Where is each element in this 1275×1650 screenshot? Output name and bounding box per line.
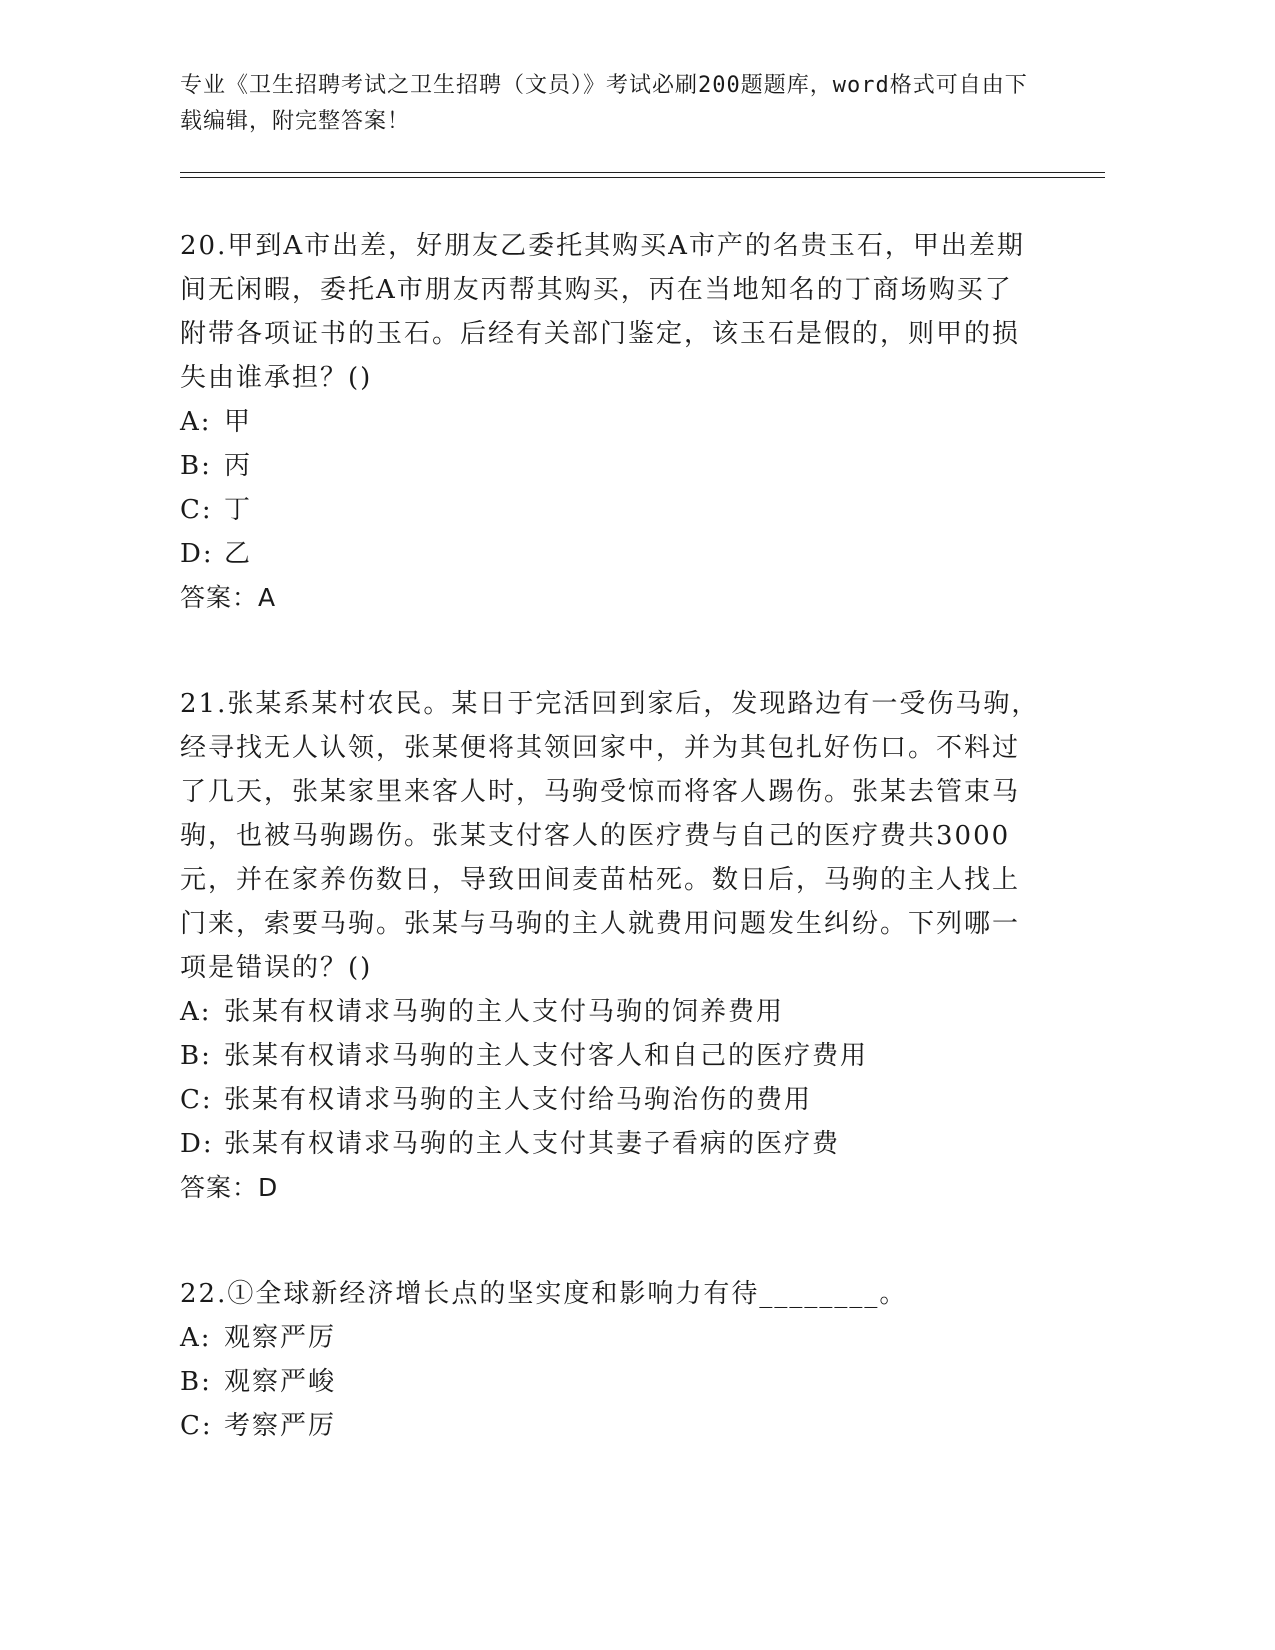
option-text: 乙: [224, 539, 253, 569]
option-a: [180, 400, 1040, 444]
spacer: [180, 620, 1040, 682]
question-text: 21.张某系某村农民。某日于完活回到家后，发现路边有一受伤马驹，经寻找无人认领，张某便将其领回家中，并为其包扎好伤口。不料过了几天，张某家里来客人时，马驹受惊而将客人踢伤。张某去管束马驹，也被马驹踢伤。张某支付客人的医疗费与自己的医疗费共3000元，并在家养伤数日，导致田间麦苗枯死。数日后，马驹的主人找上门来，索要马驹。张某与马驹的主人就费用问题发生纠纷。下列哪一项是错误的？(): [180, 689, 1040, 983]
option-b: [180, 1360, 1040, 1404]
answer-line: 答案：D: [180, 1173, 279, 1202]
option-c: [180, 1078, 1040, 1122]
option-c: [180, 488, 1040, 532]
option-text: 张某有权请求马驹的主人支付给马驹治伤的费用: [224, 1085, 813, 1115]
option-key: C:: [180, 495, 213, 525]
option-text: 张某有权请求马驹的主人支付其妻子看病的医疗费: [224, 1129, 841, 1159]
option-key: B:: [180, 451, 212, 481]
option-b: [180, 444, 1040, 488]
option-text: 观察严厉: [224, 1323, 337, 1353]
option-d: [180, 1122, 1040, 1166]
option-key: D:: [180, 1129, 214, 1159]
header-divider-top: [180, 172, 1105, 173]
question-text: 22.①全球新经济增长点的坚实度和影响力有待________。: [180, 1279, 908, 1309]
question-22: [180, 1272, 1040, 1448]
option-text: 甲: [224, 407, 253, 437]
option-key: D:: [180, 539, 214, 569]
option-text: 丁: [224, 495, 253, 525]
option-c: [180, 1404, 1040, 1448]
option-a: [180, 990, 1040, 1034]
option-b: [180, 1034, 1040, 1078]
header-divider-bottom: [180, 177, 1105, 178]
option-key: A:: [180, 997, 212, 1027]
question-list: [180, 224, 1040, 1448]
option-key: A:: [180, 407, 212, 437]
option-key: C:: [180, 1411, 213, 1441]
question-text: 20.甲到A市出差，好朋友乙委托其购买A市产的名贵玉石，甲出差期间无闲暇，委托A市朋友丙帮其购买，丙在当地知名的丁商场购买了附带各项证书的玉石。后经有关部门鉴定，该玉石是假的，则甲的损失由谁承担？(): [180, 231, 1025, 393]
option-text: 张某有权请求马驹的主人支付马驹的饲养费用: [224, 997, 785, 1027]
option-key: C:: [180, 1085, 213, 1115]
option-text: 张某有权请求马驹的主人支付客人和自己的医疗费用: [224, 1041, 869, 1071]
option-text: 考察严厉: [224, 1411, 337, 1441]
option-text: 观察严峻: [224, 1367, 337, 1397]
answer-line: 答案：A: [180, 583, 277, 612]
option-key: A:: [180, 1323, 212, 1353]
option-key: B:: [180, 1041, 212, 1071]
spacer: [180, 1210, 1040, 1272]
question-20: [180, 224, 1040, 620]
option-d: [180, 532, 1040, 576]
option-text: 丙: [224, 451, 253, 481]
document-header: 专业《卫生招聘考试之卫生招聘（文员）》考试必刷200题题库，word格式可自由下载编辑，附完整答案！: [180, 73, 1028, 134]
option-key: B:: [180, 1367, 212, 1397]
question-21: [180, 682, 1040, 1210]
option-a: [180, 1316, 1040, 1360]
